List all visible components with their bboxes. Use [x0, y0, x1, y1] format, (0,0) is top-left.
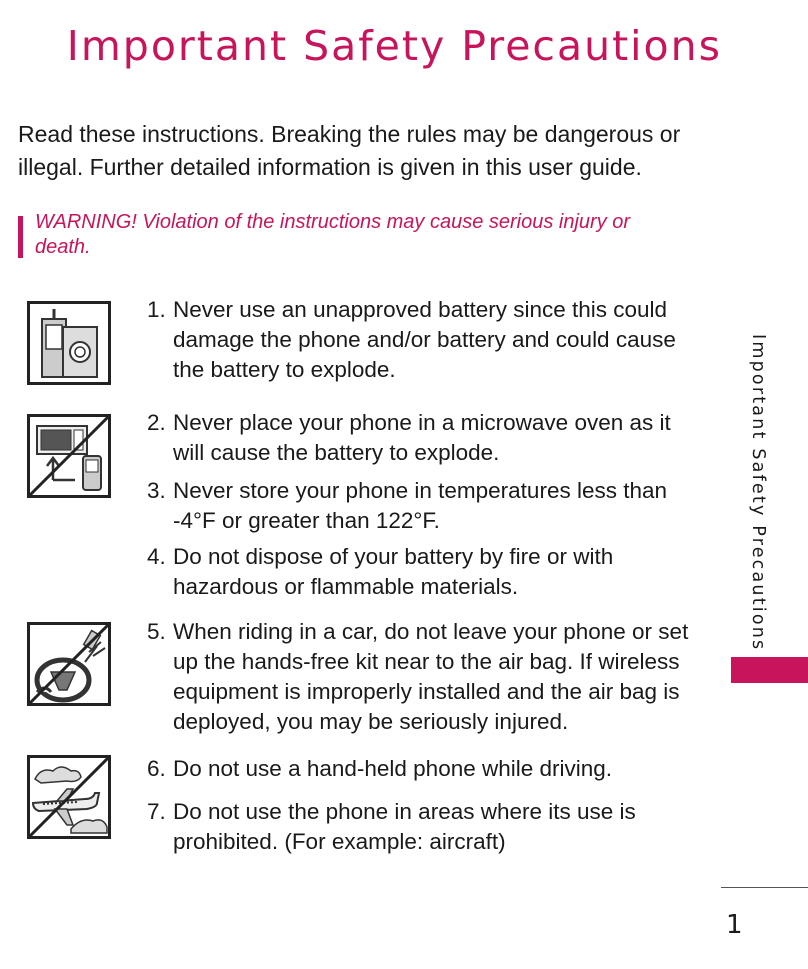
item-text: Do not use the phone in areas where its use is prohibited. (For example: aircraft) [173, 799, 636, 854]
page-title: Important Safety Precautions [66, 22, 722, 70]
item-text: Do not use a hand-held phone while driving. [173, 756, 613, 781]
item-text: Do not dispose of your battery by fire or with hazardous or flammable materials. [173, 544, 614, 599]
item-number: 1. [147, 297, 166, 322]
footer-divider [721, 887, 808, 888]
page-number: 1 [726, 910, 743, 940]
list-item [147, 797, 707, 857]
battery-warning-icon [27, 301, 111, 385]
list-item [147, 476, 707, 536]
list-item [147, 617, 707, 737]
aircraft-warning-icon [27, 755, 111, 839]
item-number: 4. [147, 544, 166, 569]
list-item [147, 754, 707, 784]
section-side-label [744, 334, 768, 654]
section-tab-marker [731, 657, 808, 683]
item-number: 7. [147, 799, 166, 824]
list-item [147, 408, 707, 468]
item-text: Never use an unapproved battery since this could damage the phone and/or battery and could cause the battery to explode. [173, 297, 676, 382]
list-item [147, 542, 707, 602]
warning-text: WARNING! Violation of the instructions may cause serious injury or death. [35, 211, 631, 258]
item-text: When riding in a car, do not leave your phone or set up the hands-free kit near to the air bag. If wireless equipment is improperly installed and the air bag is deployed, you may be seriously injured. [173, 619, 689, 734]
item-number: 3. [147, 478, 166, 503]
item-number: 2. [147, 410, 166, 435]
item-text: Never store your phone in temperatures less than -4°F or greater than 122°F. [173, 478, 668, 533]
airbag-warning-icon [27, 622, 111, 706]
microwave-warning-icon [27, 414, 111, 498]
item-number: 6. [147, 756, 166, 781]
intro-text: Read these instructions. Breaking the rules may be dangerous or illegal. Further detailed information is given in this user guide. [18, 121, 681, 180]
section-side-label-text: Important Safety Precautions [748, 334, 768, 652]
list-item [147, 295, 707, 385]
item-number: 5. [147, 619, 166, 644]
item-text: Never place your phone in a microwave oven as it will cause the battery to explode. [173, 410, 671, 465]
warning-bar [18, 216, 23, 258]
